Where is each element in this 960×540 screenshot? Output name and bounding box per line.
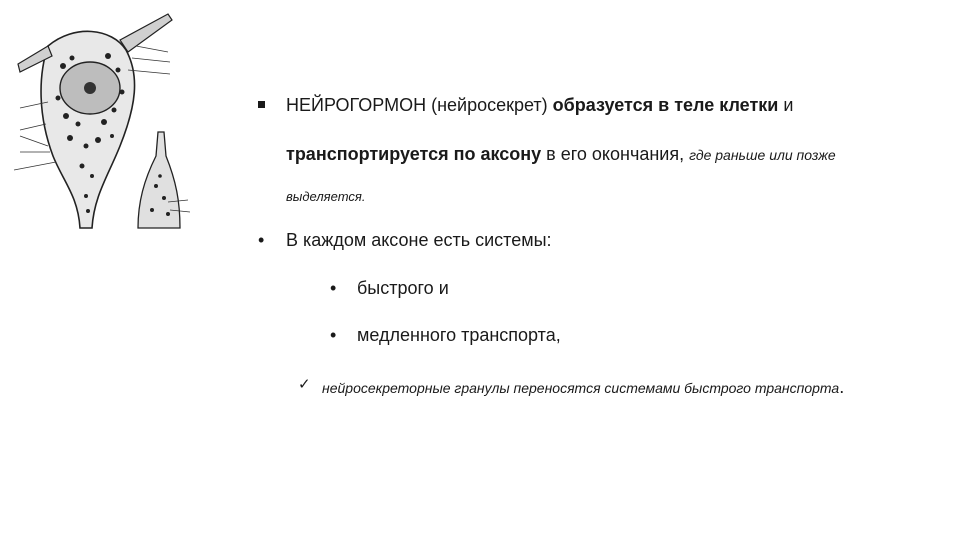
checkmark-icon: ✓ — [298, 376, 311, 393]
bullet-icon: • — [330, 325, 337, 345]
paragraph-line-6: медленного транспорта, — [357, 325, 561, 345]
square-bullet-icon — [258, 101, 265, 108]
neurosecretory-cell-illustration — [8, 6, 208, 242]
small-cell-body — [138, 132, 180, 228]
paragraph-line-2: транспортируется по аксону в его окончания, где раньше или позже — [286, 144, 836, 164]
paragraph-line-3: выделяется. — [286, 189, 366, 204]
paragraph-line-7: нейросекреторные гранулы переносятся системами быстрого транспорта. — [322, 377, 845, 397]
paragraph-line-4: В каждом аксоне есть системы: — [286, 230, 552, 250]
bullet-icon: • — [330, 278, 337, 298]
paragraph-line-5: быстрого и — [357, 278, 449, 298]
bullet-icon: • — [258, 230, 265, 250]
large-cell-body — [41, 31, 135, 228]
paragraph-line-1: НЕЙРОГОРМОН (нейросекрет) образуется в теле клетки и — [286, 95, 794, 115]
label-lines-right — [128, 46, 170, 74]
right-process — [120, 14, 172, 52]
